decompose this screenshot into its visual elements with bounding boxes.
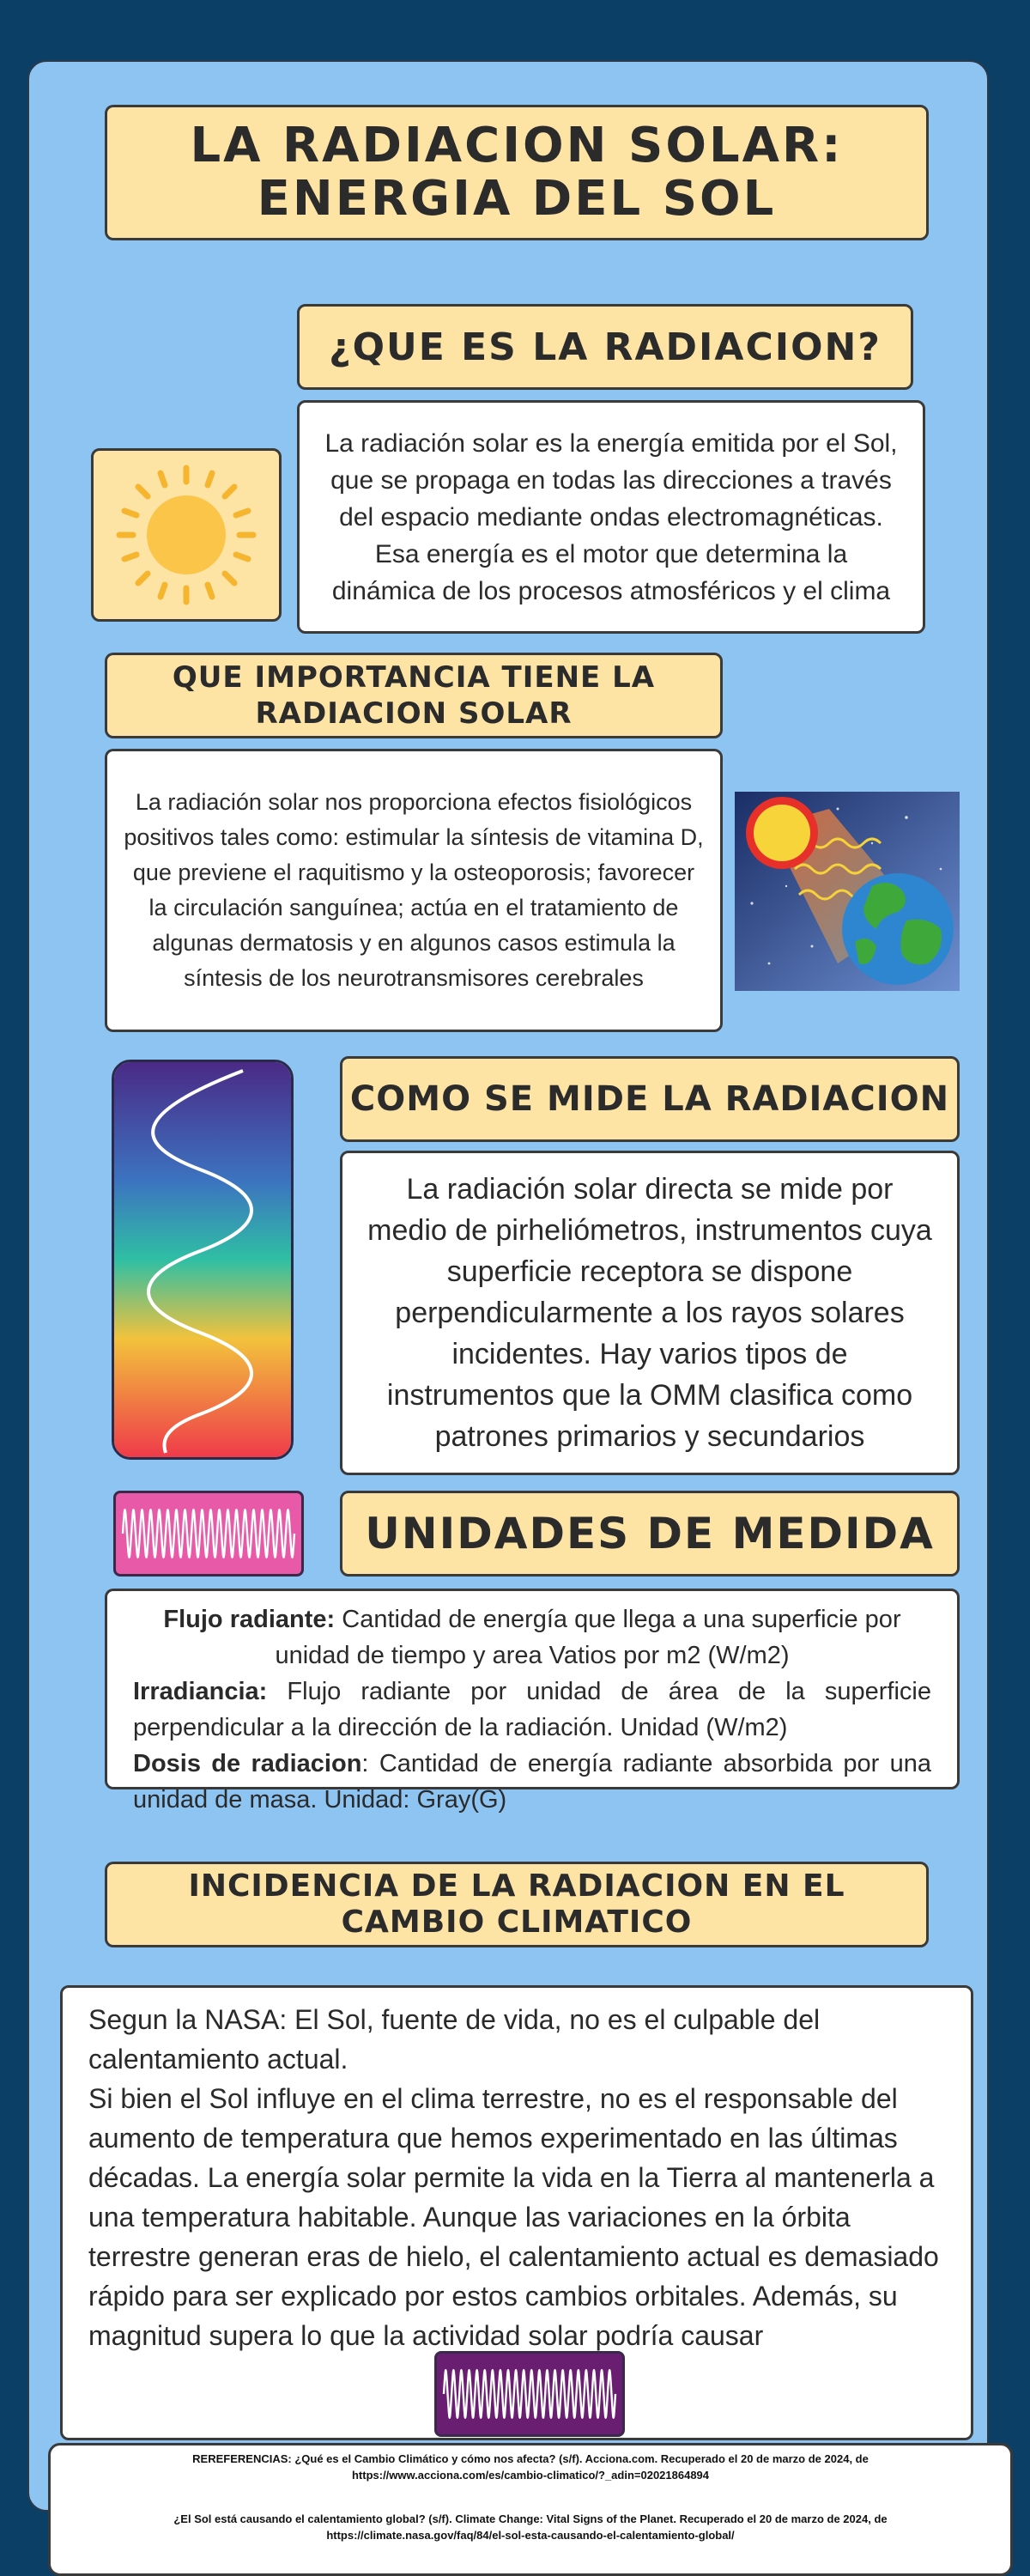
reference-2: ¿El Sol está causando el calentamiento global? (s/f). Climate Change: Vital Signs of the Planet. Recuperado el 20 de marzo de 2024, de https://climate.nasa.gov/faq/84/el-sol-esta-causando-el-calentamiento-global/: [173, 2512, 888, 2542]
infographic-panel: [27, 60, 989, 2512]
mide-heading: COMO SE MIDE LA RADIACION: [340, 1056, 960, 1142]
unidad-item: Flujo radiante: Cantidad de energía que llega a una superficie por unidad de tiempo y area Vatios por m2 (W/m2): [163, 1606, 901, 1669]
main-title-text: LA RADIACION SOLAR: ENERGIA DEL SOL: [190, 118, 844, 227]
unidades-text: [105, 1589, 960, 1814]
que-es-text: La radiación solar es la energía emitida por el Sol, que se propaga en todas las direcciones a través del espacio mediante ondas electromagnéticas. Esa energía es el motor que determina la dinámica de los procesos atmosféricos y el clima: [297, 400, 925, 634]
que-es-heading: ¿QUE ES LA RADIACION?: [297, 304, 913, 390]
unidad-item: Irradiancia: Flujo radiante por unidad de área de la superficie perpendicular a la dirección de la radiación. Unidad (W/m2): [133, 1678, 931, 1741]
importancia-heading: QUE IMPORTANCIA TIENE LA RADIACION SOLAR: [105, 653, 723, 738]
incidencia-text: Segun la NASA: El Sol, fuente de vida, no es el culpable del calentamiento actual. Si bien el Sol influye en el clima terrestre, no es el responsable del aumento de temperatura que hemos experimentado en las últimas décadas. La energía solar permite la vida en la Tierra al mantenerla a una temperatura habitable. Aunque las variaciones en la órbita terrestre generan eras de hielo, el calentamiento actual es demasiado rápido para ser explicado por estos cambios orbitales. Además, su magnitud supera lo que la actividad solar podría causar: [60, 1985, 973, 2440]
unidad-item: Dosis de radiacion: Cantidad de energía radiante absorbida por una unidad de masa. Unidad: Gray(G): [133, 1750, 932, 1814]
sun-earth-illustration: [735, 792, 960, 991]
spectrum-wave-illustration: [112, 1060, 294, 1460]
unidades-heading: UNIDADES DE MEDIDA: [340, 1491, 960, 1577]
reference-1: REREFERENCIAS: ¿Qué es el Cambio Climático y cómo nos afecta? (s/f). Acciona.com. Recuperado el 20 de marzo de 2024, de https://www.acciona.com/es/cambio-climatico/?_adin=02021864894: [192, 2452, 869, 2482]
importancia-text: La radiación solar nos proporciona efectos fisiológicos positivos tales como: estimular la síntesis de vitamina D, que previene el raquitismo y la osteoporosis; favorecer la circulación sanguínea; actúa en el tratamiento de algunas dermatosis y en algunos casos estimula la síntesis de los neurotransmisores cerebrales: [105, 749, 723, 1032]
incidencia-heading: INCIDENCIA DE LA RADIACION EN EL CAMBIO CLIMATICO: [105, 1862, 929, 1947]
mide-text: La radiación solar directa se mide por medio de pirheliómetros, instrumentos cuya superficie receptora se dispone perpendicularmente a los rayos solares incidentes. Hay varios tipos de instrumentos que la OMM clasifica como patrones primarios y secundarios: [340, 1151, 960, 1475]
pink-wave-icon: [113, 1491, 304, 1577]
main-title: [105, 105, 929, 240]
references-box: [48, 2443, 1013, 2576]
purple-wave-icon: [434, 2351, 625, 2437]
sun-icon: [91, 448, 282, 622]
